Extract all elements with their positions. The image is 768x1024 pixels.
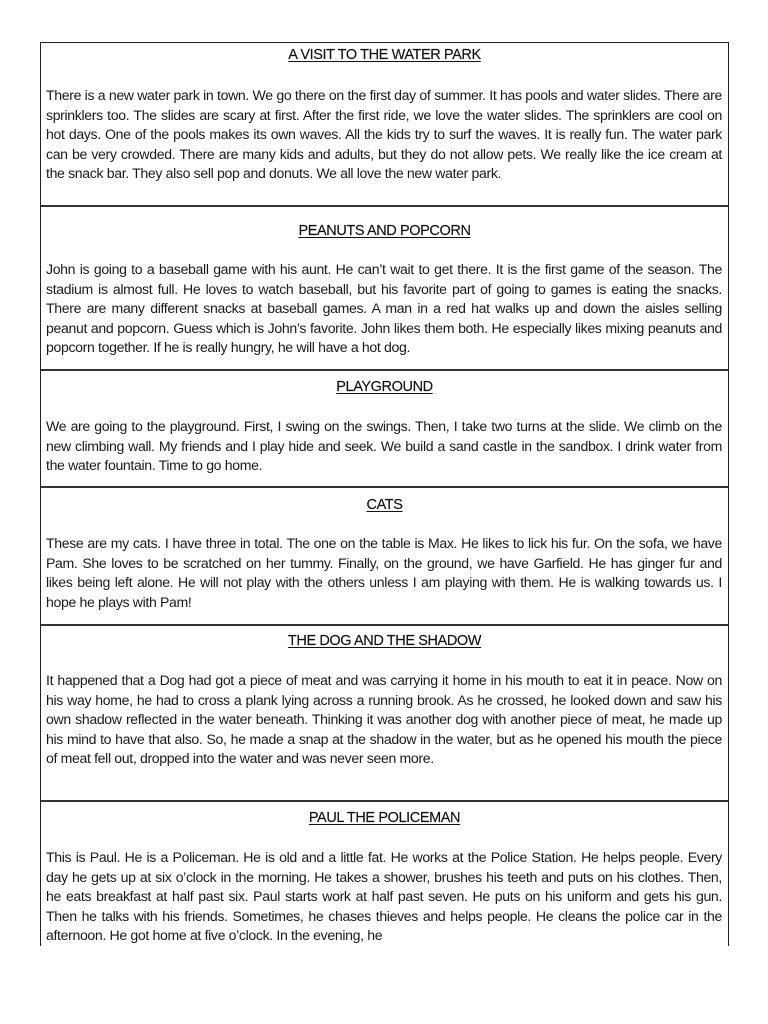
story-text: These are my cats. I have three in total. The one on the table is Max. He likes to lick his fur. On the sofa, we have Pam. She loves to be scratched on her tummy. Finally, on the ground, we have Garfield. He has ginger fur and likes being left alone. He will not play with the others unless I am playing with them. He is walking towards us. I hope he plays with Pam!: [46, 535, 722, 610]
story-text: John is going to a baseball game with his aunt. He can’t wait to get there. It is the first game of the season. The stadium is almost full. He loves to watch baseball, but his favorite part of going to games is eating the snacks. There are many different snacks at baseball games. A man in a red hat walks up and down the aisles selling peanut and popcorn. Guess which is John’s favorite. John likes them both. He especially likes mixing peanuts and popcorn together. If he is really hungry, he will have a hot dog.: [46, 261, 722, 356]
story-text: This is Paul. He is a Policeman. He is old and a little fat. He works at the Police Station. He helps people. Every day he gets up at six o’clock in the morning. He takes a shower, brushes his teeth and puts on his clothes. Then, he eats breakfast at half past six. Paul starts work at half past seven. He puts on his uniform and gets his gun. Then he talks with his friends. Sometimes, he chases thieves and helps people. He cleans the police car in the afternoon. He got home at five o’clock. In the evening, he: [46, 849, 722, 944]
story-title: THE DOG AND THE SHADOW: [287, 633, 482, 649]
story-paul-policeman: [41, 800, 728, 946]
story-title: PAUL THE POLICEMAN: [308, 810, 461, 826]
worksheet: [40, 42, 729, 946]
story-text: We are going to the playground. First, I swing on the swings. Then, I take two turns at the slide. We climb on the new climbing wall. My friends and I play hide and seek. We build a sand castle in the sandbox. I drink water from the water fountain. Time to go home.: [46, 418, 722, 474]
story-water-park: [41, 43, 728, 206]
story-text: There is a new water park in town. We go there on the first day of summer. It has pools and water slides. There are sprinklers too. The slides are scary at first. After the first ride, we love the water slides. The sprinklers are cool on hot days. One of the pools makes its own waves. All the kids try to surf the waves. It is really fun. The water park can be very crowded. There are many kids and adults, but they do not allow pets. We really like the ice cream at the snack bar. They also sell pop and donuts. We all love the new water park.: [46, 87, 722, 182]
story-title: PEANUTS AND POPCORN: [298, 223, 471, 239]
story-dog-shadow: [41, 624, 728, 801]
story-playground: [41, 369, 728, 487]
story-title: A VISIT TO THE WATER PARK: [288, 47, 481, 63]
story-cats: [41, 486, 728, 625]
story-peanuts-popcorn: [41, 205, 728, 370]
story-title: CATS: [366, 497, 403, 513]
story-text: It happened that a Dog had got a piece of meat and was carrying it home in his mouth to eat it in peace. Now on his way home, he had to cross a plank lying across a running brook. As he crossed, he looked down and saw his own shadow reflected in the water beneath. Thinking it was another dog with another piece of meat, he made up his mind to have that also. So, he made a snap at the shadow in the water, but as he opened his mouth the piece of meat fell out, dropped into the water and was never seen more.: [46, 672, 722, 767]
story-title: PLAYGROUND: [336, 379, 433, 395]
